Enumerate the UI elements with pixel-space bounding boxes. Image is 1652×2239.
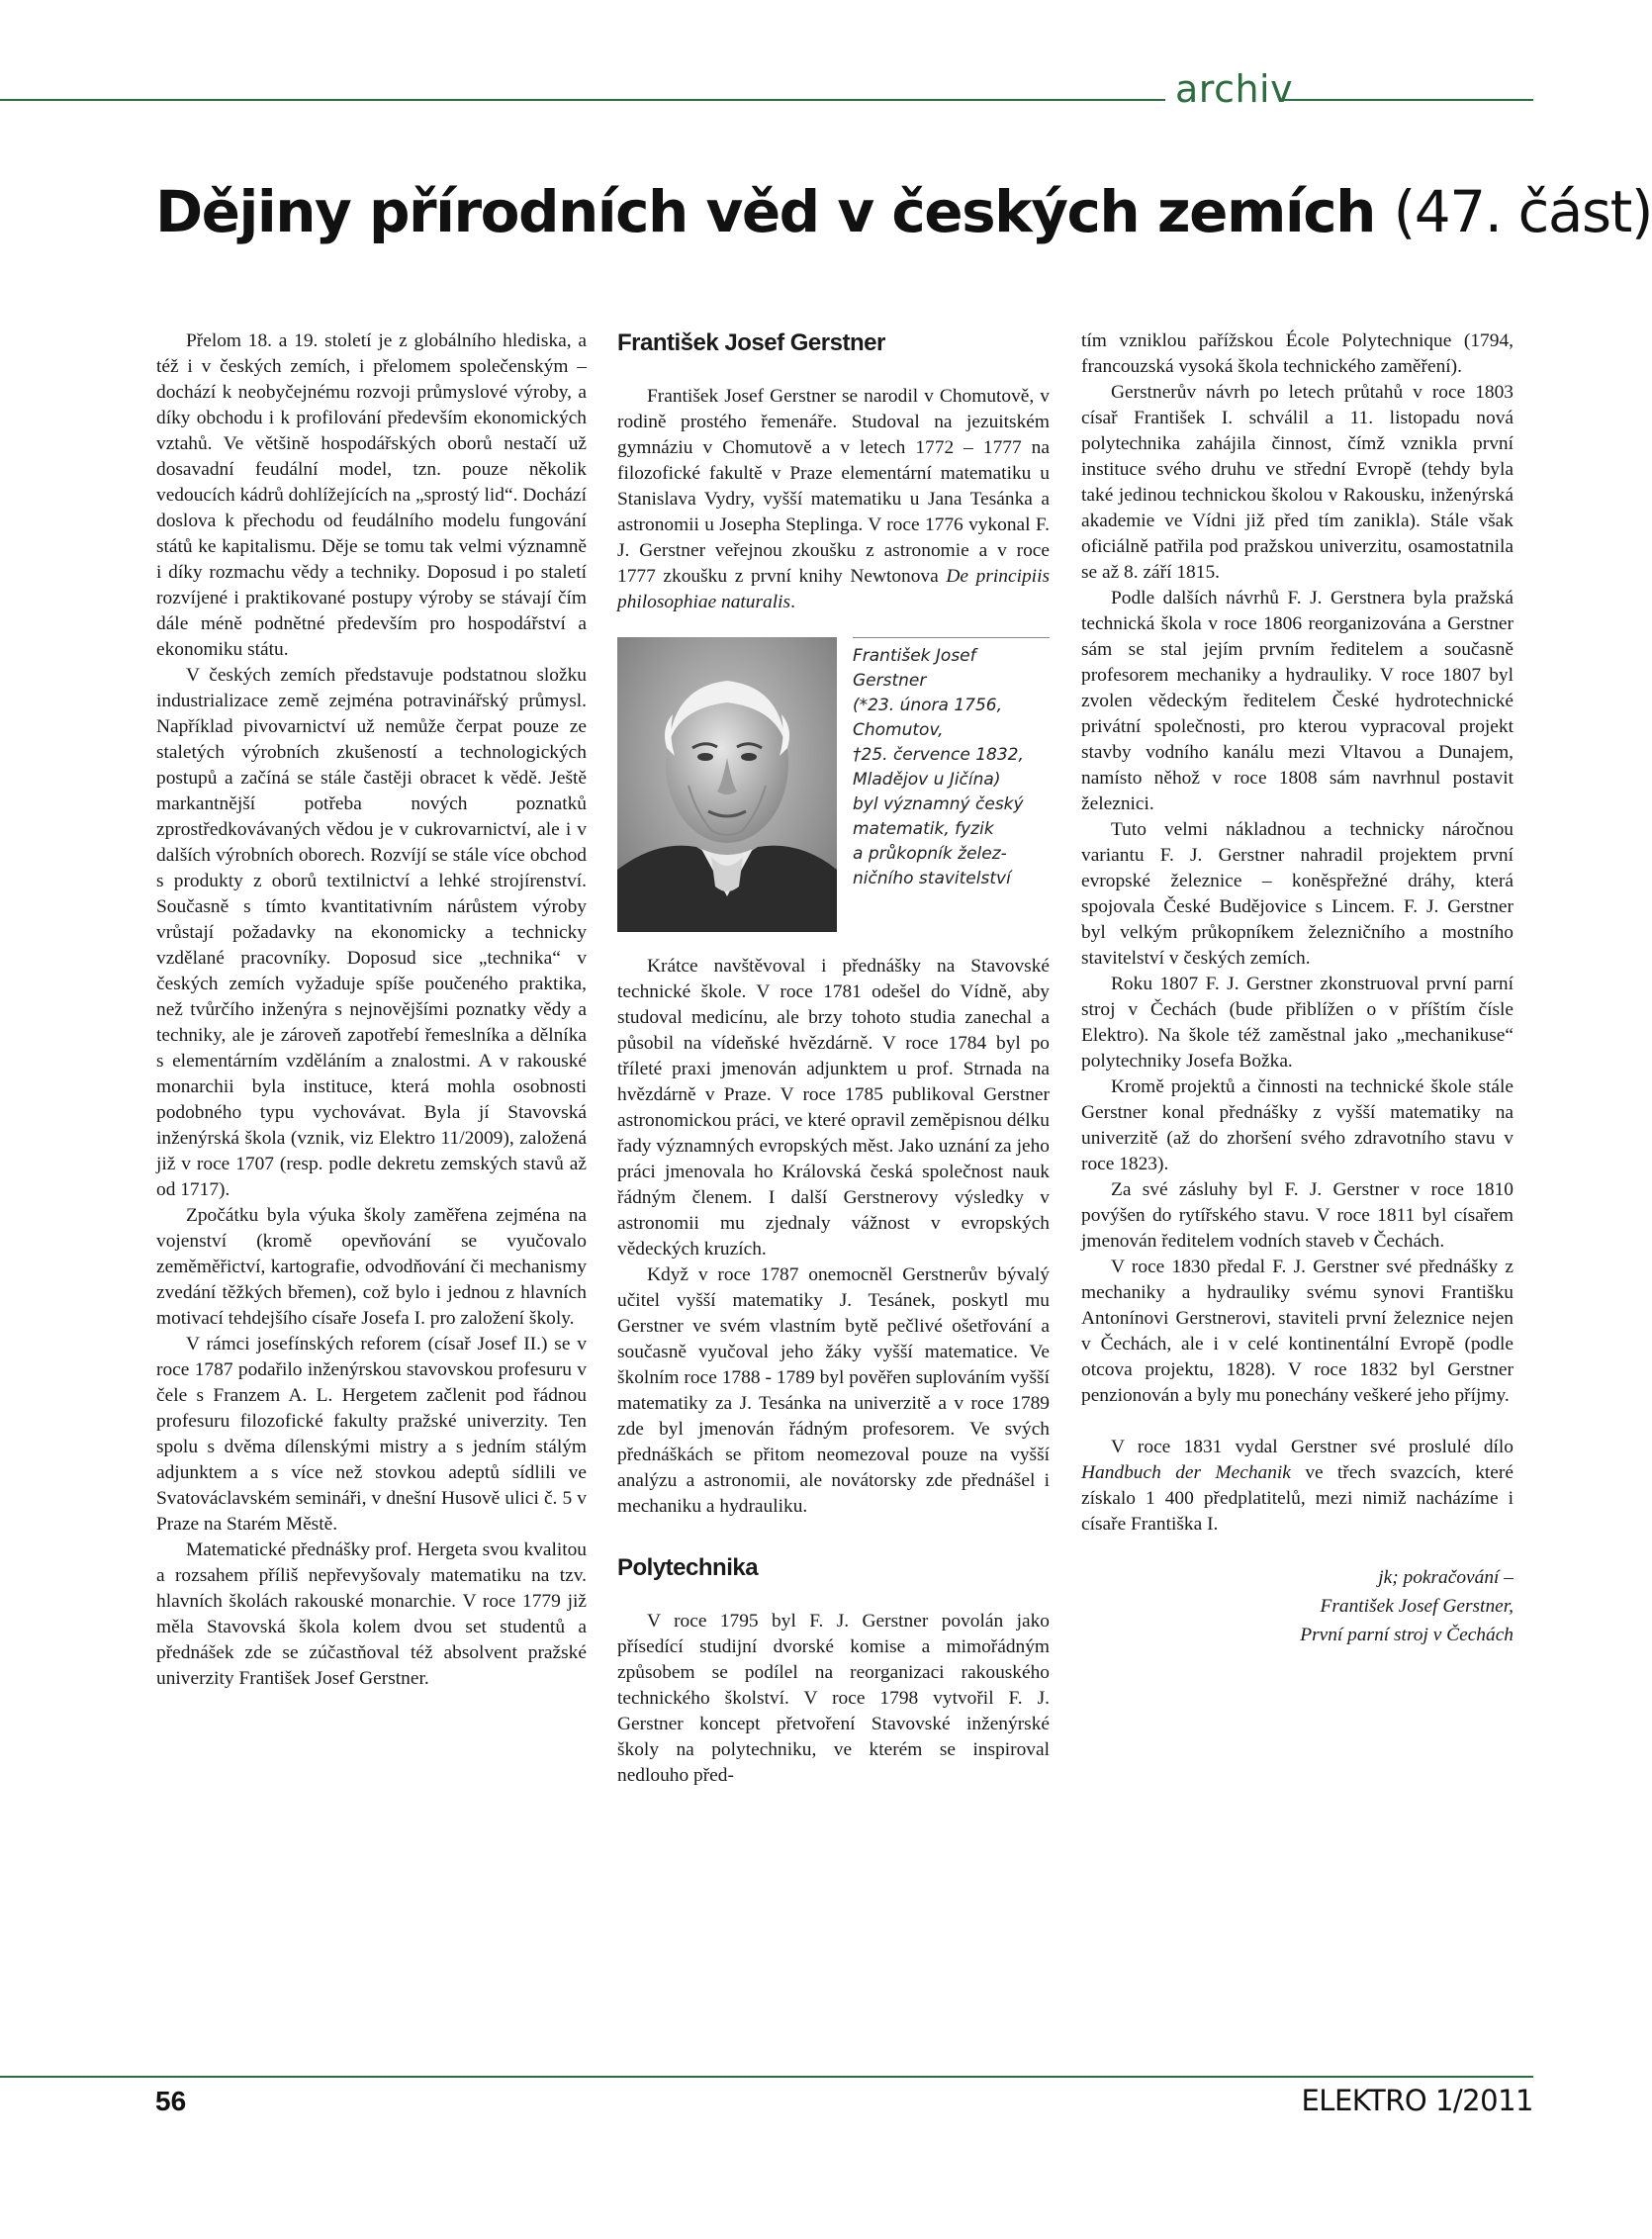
- section-heading: František Josef Gerstner: [617, 329, 885, 356]
- column-1: [156, 328, 587, 1692]
- signature: [1081, 1563, 1514, 1649]
- section-label: archiv: [1175, 67, 1294, 111]
- paragraph: Matematické přednášky prof. Hergeta svou kvalitou a rozsahem příliš nepřevyšovaly matematiku na tzv. hlavních školách rakouské monarchie. V roce 1779 již měla Stavovská škola kolem dvou set studentů a přednášek zde se zúčastňoval též absolvent pražské univerzity František Josef Gerstner.: [156, 1539, 587, 1689]
- book-title: Handbuch der Mechanik: [1081, 1462, 1291, 1483]
- paragraph: V roce 1795 byl F. J. Gerstner povolán jako přísedící studijní dvorské komise a mimořádným způsobem se podílel na reorganizaci rakouského technického školství. V roce 1798 vytvořil F. J. Gerstner koncept přetvoření Stavovské inženýrské školy na polytechniku, ve kterém se inspiroval nedlouho před-: [617, 1611, 1050, 1786]
- header-rule-right: [1280, 99, 1533, 101]
- signature-line: jk; pokračování –: [1378, 1567, 1514, 1588]
- paragraph: Když v roce 1787 onemocněl Gerstnerův bývalý učitel vyšší matematiky J. Tesánek, poskytl mu Gerstner ve svém vlastním bytě pečlivé ošetřování a současně vyučoval jeho žáky vyšší matematice. Ve školním roce 1788 - 1789 byl pověřen suplováním vyšší matematiky za J. Tesánka na univerzitě a v roce 1789 zde byl jmenován řádným profesorem. Ve svých přednáškách se přitom neomezoval pouze na vyšší analýzu a astronomii, ale novátorsky zde přednášel i mechaniku a hydrauliku.: [617, 1264, 1050, 1517]
- portrait-photo: [617, 637, 837, 932]
- signature-line: František Josef Gerstner,: [1320, 1596, 1514, 1617]
- paragraph: V rámci josefínských reforem (císař Josef II.) se v roce 1787 podařilo inženýrskou stavovskou profesuru v čele s Franzem A. L. Hergetem začlenit pod řádnou profesuru filozofické fakulty pražské univerzity. Ten spolu s dvěma dílenskými mistry a s jedním stálým adjunktem a s více než stovkou adeptů sídlili ve Svatováclavském semináři, v dnešní Husově ulici č. 5 v Praze na Starém Městě.: [156, 1334, 587, 1535]
- paragraph: [617, 384, 1050, 615]
- paragraph: V roce 1830 předal F. J. Gerstner své přednášky z mechaniky a hydrauliky svému synovi Františku Antonínovi Gerstnerovi, staviteli první železnice nejen v Čechách, ale i v celé kontinentální Evropě (podle otcova projektu, 1828). V roce 1832 byl Gerstner penzionován a byly mu ponechány veškeré jeho příjmy.: [1081, 1257, 1514, 1406]
- intro-text: František Josef Gerstner se narodil v Chomutově, v rodině prostého řemenáře. Studoval na jezuitském gymnáziu v Chomutově a v letech 1772 – 1777 na filozofické fakultě v Praze elementární matematiku u Stanislava Vydry, vyšší matematiku u Jana Tesánka a astronomii u Josepha Steplinga. V roce 1776 vykonal F. J. Gerstner veřejnou zkoušku z astronomie a v roce 1777 zkoušku z první knihy Newtonova: [617, 386, 1050, 587]
- paragraph: Podle dalších návrhů F. J. Gerstnera byla pražská technická škola v roce 1806 reorganizována a Gerstner sám se stal jejím prvním ředitelem a současně profesorem mechaniky a hydrauliky. V roce 1807 byl zvolen vědeckým ředitelem České hydrotechnické privátní společnosti, pro kterou vypracoval projekt stavby vodního kanálu mezi Vltavou a Dunajem, namísto něhož v roce 1808 sám navrhnul postavit železnici.: [1081, 588, 1514, 814]
- paragraph: Přelom 18. a 19. století je z globálního hlediska, a též i v českých zemích, i přelomem společenským – dochází k neobyčejnému rozvoji průmyslové výroby, a díky obchodu i k profilování především ekonomických vztahů. Ve většině hospodářských oborů nestačí už dosavadní feudální model, tzn. pouze několik vedoucích kádrů dohlížejících na „sprostý lid“. Dochází doslova k přechodu od feudálního modelu fungování států ke kapitalismu. Děje se tomu tak velmi významně i díky rozmachu vědy a techniky. Doposud i po staletí rozvíjené i praktikované postupy výroby se stávají čím dále méně podnětné především pro hospodářství a ekonomiku státu.: [156, 330, 587, 660]
- portrait-caption: František Josef Gerstner (*23. února 1756, Chomutov, †25. července 1832, Mladějov u Jičína) byl významný český matematik, fyzik a průkopník želez- ničního stavitelství: [853, 637, 1050, 932]
- paragraph: Za své zásluhy byl F. J. Gerstner v roce 1810 povýšen do rytířského stavu. V roce 1811 byl císařem jmenován ředitelem vodních staveb v Čechách.: [1081, 1179, 1514, 1252]
- book-title: De principiis philosophiae naturalis: [617, 566, 1050, 612]
- paragraph: Zpočátku byla výuka školy zaměřena zejména na vojenství (kromě opevňování se vyučovalo zeměměřictví, kartografie, odvodňování či mechanismy zvedání těžkých břemen), což bylo i jednou z hlavních motivací tehdejšího císaře Josefa I. pro založení školy.: [156, 1205, 587, 1329]
- column-2: [617, 328, 1050, 1789]
- paragraph: V českých zemích představuje podstatnou složku industrializace země zejména potravinářský průmysl. Například pivovarnictví už nemůže čerpat pouze ze staletých výrobních zkušeností a technologických postupů a začíná se stále častěji obracet k vědě. Ještě markantnější potřeba nových poznatků zprostředkovávaných vědou je v cukrovarnictví, ale i v dalších výrobních oborech. Rozvíjí se stále více obchod s produkty z oborů textilnictví a lehké strojírenství. Současně s tímto kvantitativním nárůstem výroby vrůstají požadavky na ekonomicky a technicky vzdělané pracovníky. Doposud sice „technika“ v českých zemích vyžaduje spíše poučeného praktika, než tvůrčího inženýra s nejnovějšími poznatky vědy a techniky, ale je zároveň zapotřebí řemeslníka a dělníka s elementárním vzděláním a znalostmi. A v rakouské monarchii byla instituce, která mohla osobnosti podobného typu vychovávat. Byla jí Stavovská inženýrská škola (vznik, viz Elektro 11/2009), založená již v roce 1707 (resp. podle dekretu zemských stavů až od 1717).: [156, 665, 587, 1200]
- period: .: [790, 592, 795, 612]
- paragraph: Kromě projektů a činnosti na technické škole stále Gerstner konal přednášky z vyšší matematiky na univerzitě (až do zhoršení svého zdravotního stavu v roce 1823).: [1081, 1076, 1514, 1174]
- paragraph: Tuto velmi nákladnou a technicky náročnou variantu F. J. Gerstner nahradil projektem první evropské železnice – koněspřežné dráhy, která spojovala České Budějovice s Lincem. F. J. Gerstner byl velkým průkopníkem železničního a mostního stavitelství v českých zemích.: [1081, 819, 1514, 969]
- portrait-image: [617, 637, 837, 932]
- portrait-figure: [617, 637, 1050, 932]
- magazine-issue: ELEKTRO 1/2011: [1301, 2084, 1533, 2117]
- section-heading: Polytechnika: [617, 1554, 759, 1581]
- header-rule: [0, 99, 1165, 101]
- paragraph: Roku 1807 F. J. Gerstner zkonstruoval první parní stroj v Čechách (bude přiblížen o v příštím čísle Elektro). Na škole též zaměstnal jako „mechanikuse“ polytechniky Josefa Božka.: [1081, 974, 1514, 1072]
- paragraph: Krátce navštěvoval i přednášky na Stavovské technické škole. V roce 1781 odešel do Vídně, aby studoval medicínu, ale brzy tohoto studia zanechal a působil na vídeňské hvězdárně. V roce 1784 byl po tříleté praxi jmenován adjunktem u prof. Strnada na hvězdárně v Praze. V roce 1785 publikoval Gerstner astronomickou práci, ve které opravil zeměpisnou délku řady významných evropských měst. Jako uznání za jeho práci jmenovala ho Královská česká společnost nauk řádným členem. I další Gerstnerovy výsledky v astronomii mu zjednaly vážnost v evropských vědeckých kruzích.: [617, 956, 1050, 1259]
- paragraph: Gerstnerův návrh po letech průtahů v roce 1803 císař František I. schválil a 11. listopadu nová polytechnika zahájila činnost, čímž vznikla první instituce svého druhu ve střední Evropě (tehdy byla také jedinou technickou školou v Rakousku, inženýrská akademie ve Vídni již před tím zanikla). Stále však oficiálně patřila pod pražskou univerzitu, osamostatnila se až 8. září 1815.: [1081, 382, 1514, 583]
- title-part: (47. část): [1393, 178, 1652, 245]
- signature-line: První parní stroj v Čechách: [1300, 1625, 1514, 1645]
- column-3: [1081, 328, 1514, 1649]
- footer-rule: [0, 2076, 1533, 2078]
- paragraph: tím vzniklou pařížskou École Polytechnique (1794, francouzská vysoká škola technického zaměření).: [1081, 330, 1514, 377]
- article-title: [155, 176, 1652, 247]
- closing-text: ve třech svazcích, které získalo 1 400 předplatitelů, mezi nimiž nacházíme i císaře Františka I.: [1081, 1462, 1514, 1535]
- paragraph: [1081, 1435, 1514, 1538]
- title-main: Dějiny přírodních věd v českých zemích: [155, 178, 1375, 245]
- page-number: 56: [155, 2086, 187, 2116]
- spacer: [1081, 1409, 1514, 1435]
- closing-text: V roce 1831 vydal Gerstner své proslulé dílo: [1111, 1437, 1514, 1457]
